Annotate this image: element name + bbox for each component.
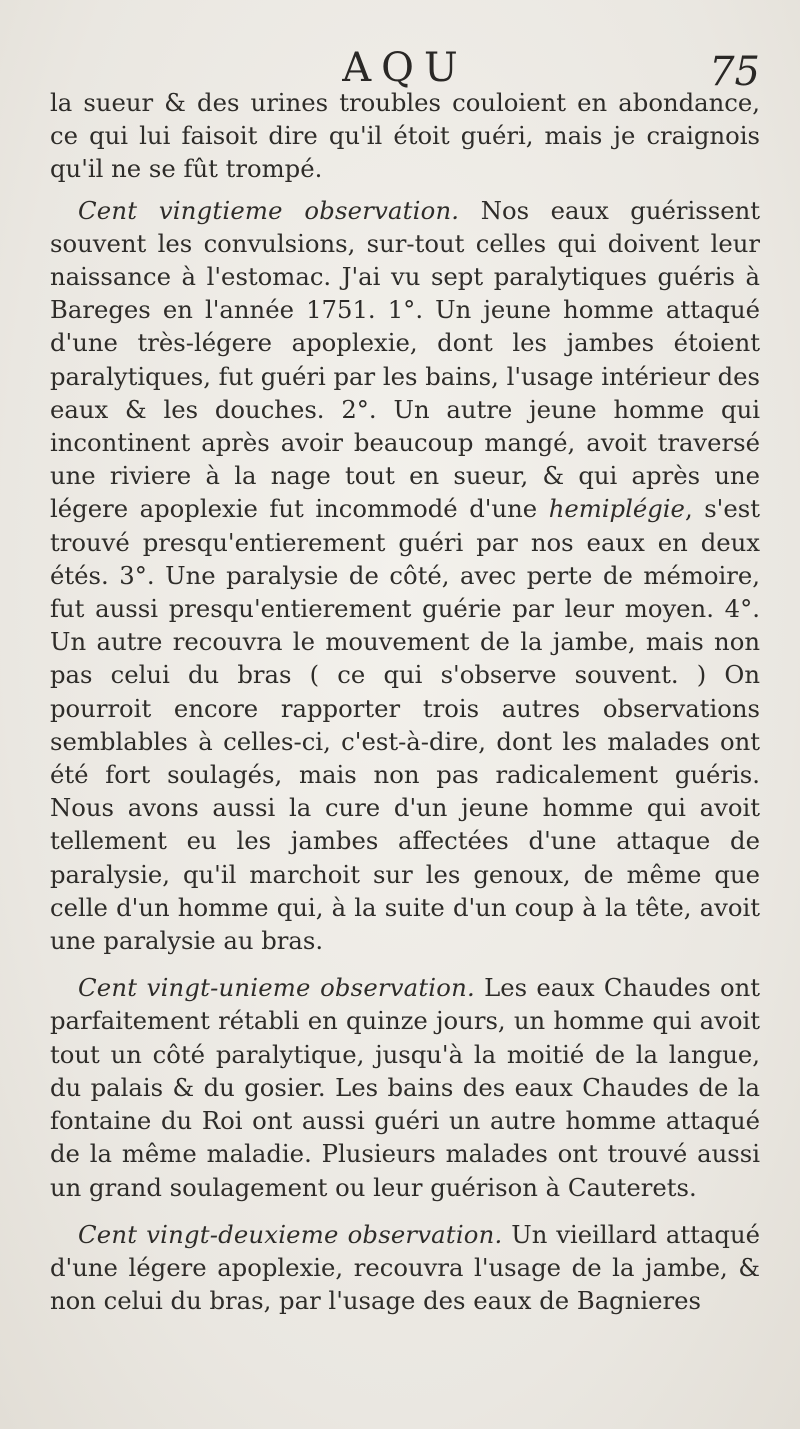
observation-label: Cent vingt-unieme observation. [78,973,475,1003]
body-text [50,86,760,1317]
observation-label: Cent vingtieme observation. [78,195,460,225]
paragraph-text: la sueur & des urines troubles couloient en abondance, ce qui lui faisoit dire qu'il étoit guéri, mais je craignois qu'il ne se fût trompé. [50,88,760,184]
paragraph-text: Nos eaux guérissent souvent les convulsions, sur-tout celles qui doivent leur naissance à l'estomac. J'ai vu sept paralytiques guéris à Bareges en l'année 1751. 1°. Un jeune homme attaqué d'une très-légere apoplexie, dont les jambes étoient paralytiques, fut guéri par les bains, l'usage intérieur des eaux & les douches. 2°. Un autre jeune homme qui incontinent après avoir beaucoup mangé, avoit traversé une riviere à la nage tout en sueur, & qui après une légere apoplexie fut incommodé d'une [50,195,760,524]
page-number: 75 [709,49,760,95]
italic-term: hemiplégie [548,494,685,524]
paragraph-observation-121 [50,971,760,1203]
paragraph-text: Les eaux Chaudes ont parfaitement rétabli en quinze jours, un homme qui avoit tout un côté paralytique, jusqu'à la moitié de la langue, du palais & du gosier. Les bains des eaux Chaudes de la fontaine du Roi ont aussi guéri un autre homme attaqué de la même maladie. Plusieurs malades ont trouvé aussi un grand soulagement ou leur guérison à Cauterets. [50,973,760,1202]
paragraph-text: , s'est trouvé presqu'entierement guéri par nos eaux en deux étés. 3°. Une paralysie de côté, avec perte de mémoire, fut aussi presqu'entierement guérie par leur moyen. 4°. Un autre recouvra le mouvement de la jambe, mais non pas celui du bras ( ce qui s'observe souvent. ) On pourroit encore rapporter trois autres observations semblables à celles-ci, c'est-à-dire, dont les malades ont été fort soulagés, mais non pas radicalement guéris. Nous avons aussi la cure d'un jeune homme qui avoit tellement eu les jambes affectées d'une attaque de paralysie, qu'il marchoit sur les genoux, de même que celle d'un homme qui, à la suite d'un coup à la tête, avoit une paralysie au bras. [50,494,760,956]
paragraph-continuation [50,86,760,186]
running-head: AQU [342,45,468,91]
paragraph-observation-122 [50,1218,760,1318]
paragraph-text: Un vieillard attaqué d'une légere apoplexie, recouvra l'usage de la jambe, & non celui du bras, par l'usage des eaux de Bagnieres [50,1219,761,1316]
observation-label: Cent vingt-deuxieme observation. [78,1219,503,1249]
paragraph-observation-120 [50,194,760,958]
